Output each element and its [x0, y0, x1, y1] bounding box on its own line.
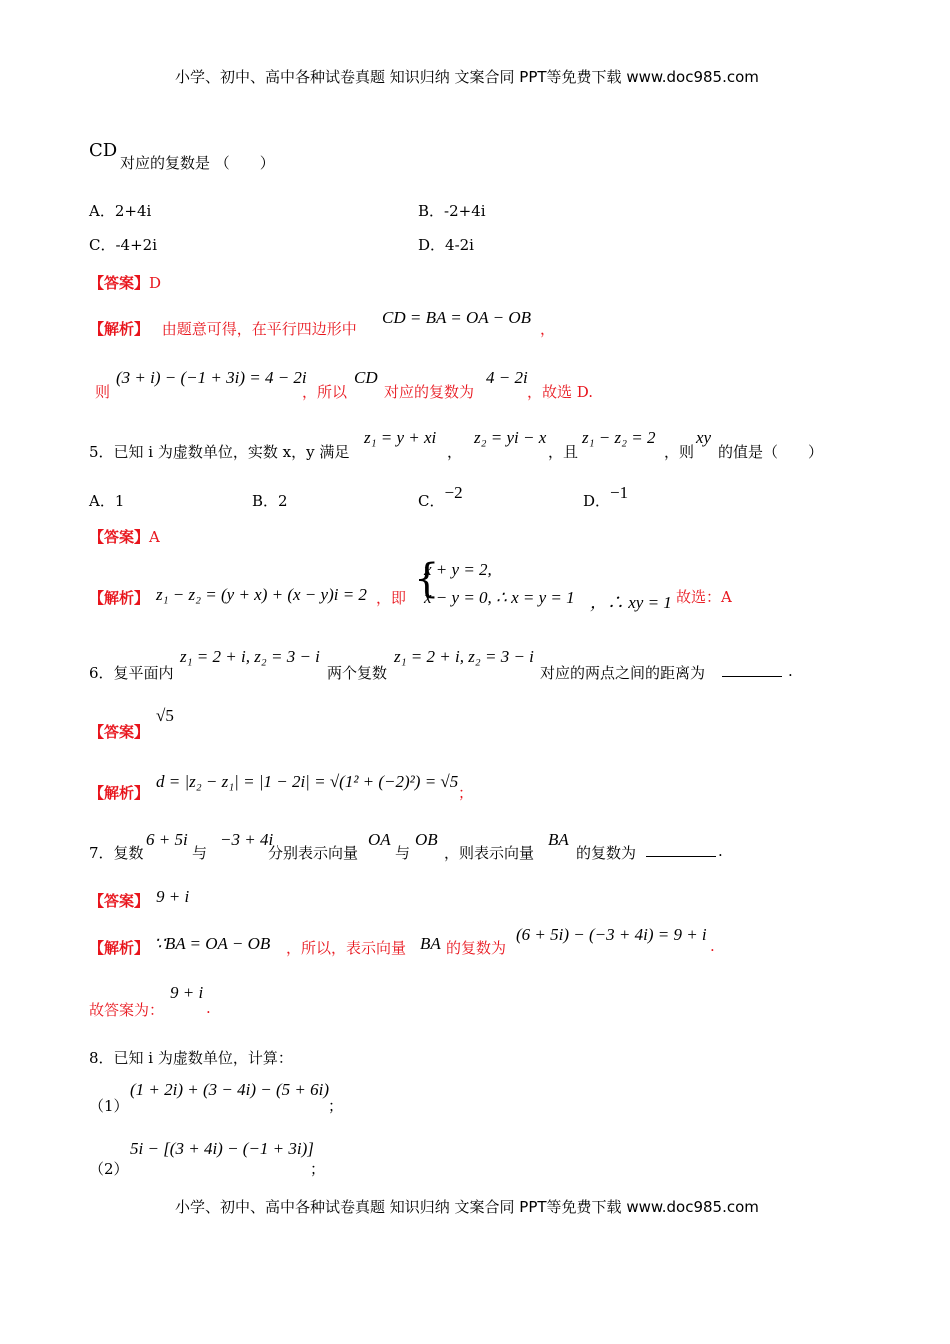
q5-option-a: A．1 [89, 492, 125, 510]
q7-stem-2: 分别表示向量 [268, 844, 359, 862]
q4-analysis-corr: 对应的复数为 [384, 383, 475, 401]
q5-system-1: x + y = 2, [424, 560, 492, 579]
q7-analysis-math: ∵BA = OA − OB [154, 934, 271, 953]
q5-z2: z₂ = yi − x [474, 428, 547, 447]
q4-analysis-line-1 [89, 318, 357, 339]
q4-analysis-math-2: (3 + i) − (−1 + 3i) = 4 − 2i [116, 368, 307, 387]
q4-analysis-end: ，故选 D. [527, 383, 594, 401]
q5-option-b: B．2 [252, 492, 288, 510]
q6-answer-label [89, 721, 149, 742]
answer-label: 【答案】 [89, 528, 150, 546]
answer-label: 【答案】 [89, 274, 150, 292]
brace-symbol: { [414, 556, 440, 602]
q5-answer [89, 526, 160, 547]
q4-option-a: A．2+4i [89, 202, 152, 220]
q6-analysis-end: ； [458, 784, 474, 802]
q5-xy: xy [696, 428, 712, 447]
analysis-text: 由题意可得，在平行四边形中 [161, 320, 357, 338]
q5-and: ，且 [548, 443, 579, 461]
q6-stem-end: . [788, 662, 793, 680]
q5-option-c [418, 483, 463, 511]
q7-vec-oa: OA [368, 830, 391, 849]
analysis-label: 【解析】 [89, 320, 150, 338]
q4-stem: 对应的复数是 （ ） [120, 154, 275, 172]
q7-stem-1: 7．复数 [89, 844, 144, 862]
q6-z-math-2: z₁ = 2 + i, z₂ = 3 − i [394, 647, 534, 666]
q5-analysis-then: ，∴ xy = 1 [590, 593, 672, 612]
q5-analysis-label [89, 587, 149, 608]
q6-stem-2: 两个复数 [327, 664, 388, 682]
q7-vec-ba: BA [548, 830, 569, 849]
q8-part-1-math: (1 + 2i) + (3 − 4i) − (5 + 6i) [130, 1080, 329, 1099]
q6-z-math-1: z₁ = 2 + i, z₂ = 3 − i [180, 647, 320, 666]
q5-stem: 5．已知 i 为虚数单位，实数 x，y 满足 [89, 443, 350, 461]
q6-answer-value: √5 [156, 706, 174, 725]
q6-analysis-label [89, 782, 149, 803]
q5-option-c-value: −2 [444, 483, 463, 502]
q7-conclusion-end: . [206, 999, 211, 1017]
q8-part-2-label: （2） [89, 1160, 129, 1178]
q5-option-c-label: C． [418, 492, 445, 510]
q4-analysis-so: ，所以 [302, 383, 348, 401]
q5-analysis-end: 故选：A [676, 588, 732, 606]
q7-analysis-end: . [710, 937, 715, 955]
q7-yu2: 与 [395, 844, 411, 862]
answer-value: A [149, 528, 160, 546]
q7-conclusion-value: 9 + i [170, 983, 204, 1002]
answer-label: 【答案】 [89, 723, 150, 741]
analysis-label: 【解析】 [89, 939, 150, 957]
q7-vec-ob: OB [415, 830, 438, 849]
page-footer: 小学、初中、高中各种试卷真题 知识归纳 文案合同 PPT等免费下载 www.doc985.com [175, 1198, 759, 1216]
q6-answer-blank [722, 662, 782, 677]
q7-analysis-mid: ，所以，表示向量 [286, 939, 407, 957]
vector-cd: CD [89, 140, 118, 161]
q7-answer-value: 9 + i [156, 887, 190, 906]
q5-option-d [583, 483, 629, 511]
q7-answer-blank [646, 842, 716, 857]
q5-ask: 的值是（ ） [718, 443, 824, 461]
q7-stem-4: 的复数为 [576, 844, 637, 862]
q4-option-b: B．-2+4i [418, 202, 486, 220]
q7-analysis-math2: (6 + 5i) − (−3 + 4i) = 9 + i [516, 925, 707, 944]
q5-option-d-value: −1 [610, 483, 629, 502]
q5-option-d-label: D． [583, 492, 611, 510]
q5-z1: z₁ = y + xi [364, 428, 437, 447]
q6-stem-3: 对应的两点之间的距离为 [540, 664, 706, 682]
q4-option-c: C．-4+2i [89, 236, 157, 254]
q4-analysis-vec: CD [354, 368, 378, 387]
q8-stem: 8．已知 i 为虚数单位，计算： [89, 1049, 293, 1067]
q7-complex-b: −3 + 4i [220, 830, 274, 849]
q7-complex-a: 6 + 5i [146, 830, 188, 849]
q7-yu: 与 [192, 844, 208, 862]
q5-system-2: x − y = 0, ∴ x = y = 1 [424, 588, 575, 607]
q5-then: ，则 [664, 443, 695, 461]
q7-analysis-mid2: 的复数为 [446, 939, 507, 957]
q6-analysis-math: d = |z₂ − z₁| = |1 − 2i| = √(1² + (−2)²) = √5 [156, 772, 459, 791]
q8-part-1-end: ； [328, 1097, 344, 1115]
page-header: 小学、初中、高中各种试卷真题 知识归纳 文案合同 PPT等免费下载 www.doc985.com [175, 68, 759, 86]
q4-option-d: D．4-2i [418, 236, 474, 254]
q4-analysis-math-1: CD = BA = OA − OB [382, 308, 532, 327]
q8-part-2-end: ； [310, 1160, 326, 1178]
q7-stem-3: ，则表示向量 [444, 844, 535, 862]
q5-analysis-ji: ，即 [376, 589, 407, 607]
q7-analysis-label [89, 937, 149, 958]
q4-analysis-val: 4 − 2i [486, 368, 528, 387]
answer-label: 【答案】 [89, 892, 150, 910]
q5-analysis-math: z₁ − z₂ = (y + x) + (x − y)i = 2 [156, 585, 367, 604]
q5-cond: z₁ − z₂ = 2 [582, 428, 656, 447]
analysis-label: 【解析】 [89, 784, 150, 802]
q4-analysis-then: 则 [95, 383, 111, 401]
q7-conclusion: 故答案为： [89, 1001, 165, 1019]
q7-stem-end: . [718, 842, 723, 860]
q8-part-2-math: 5i − [(3 + 4i) − (−1 + 3i)] [130, 1139, 314, 1158]
q7-answer-label [89, 890, 149, 911]
q4-answer [89, 272, 161, 293]
q7-analysis-ba: BA [420, 934, 441, 953]
analysis-label: 【解析】 [89, 589, 150, 607]
q6-stem-1: 6．复平面内 [89, 664, 174, 682]
q5-sep: ， [447, 443, 463, 461]
q4-analysis-comma: ， [540, 320, 556, 338]
answer-value: D [149, 274, 162, 292]
q8-part-1-label: （1） [89, 1097, 129, 1115]
